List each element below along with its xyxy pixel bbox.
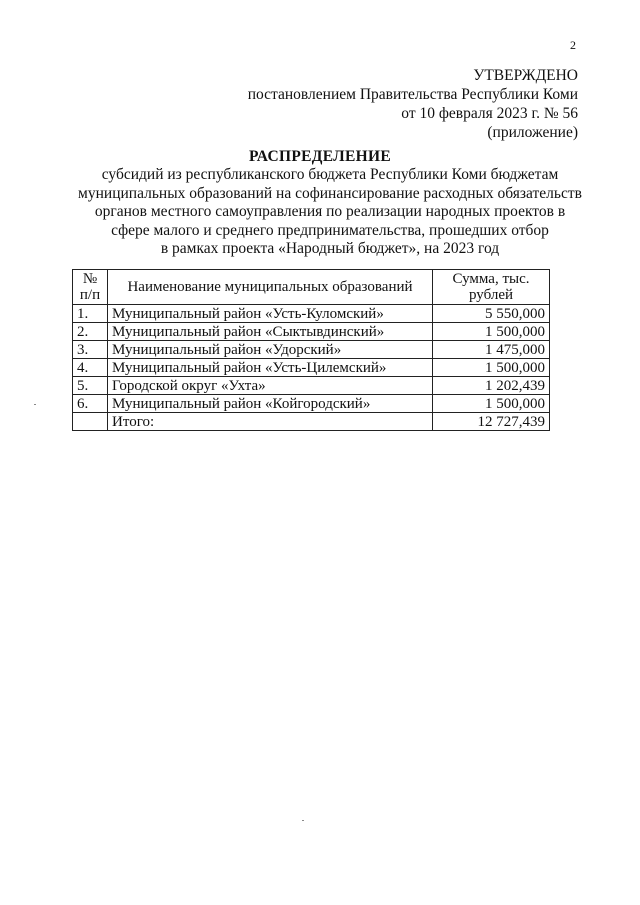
table-row [73, 359, 550, 377]
table-row [73, 341, 550, 359]
table-total-row [73, 413, 550, 431]
header-name: Наименование муниципальных образований [108, 270, 433, 305]
row-municipality: Муниципальный район «Сыктывдинский» [108, 323, 433, 341]
scan-speck [34, 404, 36, 405]
approval-block [248, 66, 578, 142]
row-sum: 1 500,000 [433, 395, 550, 413]
table-header-row [73, 270, 550, 305]
row-number: 3. [73, 341, 108, 359]
header-sum-line2: рублей [468, 287, 514, 303]
row-number: 1. [73, 305, 108, 323]
row-sum: 5 550,000 [433, 305, 550, 323]
row-municipality: Муниципальный район «Усть-Куломский» [108, 305, 433, 323]
approval-authority: постановлением Правительства Республики Коми [247, 86, 578, 103]
subtitle-line: органов местного самоуправления по реализации народных проектов в [94, 203, 566, 220]
subtitle-line: сфере малого и среднего предпринимательства, прошедших отбор [111, 221, 549, 239]
table-row [73, 305, 550, 323]
row-municipality: Муниципальный район «Койгородский» [108, 395, 433, 413]
header-sum-line1: Сумма, тыс. [452, 271, 530, 287]
total-label: Итого: [108, 413, 433, 431]
total-number [73, 413, 108, 431]
row-number: 5. [73, 377, 108, 395]
header-sum [433, 270, 550, 305]
row-number: 4. [73, 359, 108, 377]
document-title: РАСПРЕДЕЛЕНИЕ [249, 148, 391, 165]
approval-appendix-note: (приложение) [487, 124, 578, 141]
total-sum: 12 727,439 [433, 413, 550, 431]
row-sum: 1 500,000 [433, 359, 550, 377]
row-municipality: Муниципальный район «Усть-Цилемский» [108, 359, 433, 377]
row-number: 6. [73, 395, 108, 413]
header-number-line1: № [82, 271, 98, 287]
subtitle-line: муниципальных образований на софинансирование расходных обязательств [78, 184, 582, 202]
approval-date-number: от 10 февраля 2023 г. № 56 [401, 105, 578, 122]
subtitle-line: в рамках проекта «Народный бюджет», на 2023 год [160, 240, 500, 257]
document-subtitle [70, 166, 590, 259]
approval-heading: УТВЕРЖДЕНО [473, 67, 578, 84]
subtitle-line: субсидий из республиканского бюджета Республики Коми бюджетам [101, 166, 559, 183]
row-municipality: Муниципальный район «Удорский» [108, 341, 433, 359]
page-number: 2 [570, 38, 576, 52]
distribution-table [72, 269, 550, 431]
row-sum: 1 500,000 [433, 323, 550, 341]
header-number [73, 270, 108, 305]
row-number: 2. [73, 323, 108, 341]
table-row [73, 323, 550, 341]
row-sum: 1 202,439 [433, 377, 550, 395]
row-sum: 1 475,000 [433, 341, 550, 359]
header-number-line2: п/п [79, 287, 101, 303]
scan-speck [302, 820, 304, 821]
row-municipality: Городской округ «Ухта» [108, 377, 433, 395]
table-row [73, 395, 550, 413]
table-row [73, 377, 550, 395]
